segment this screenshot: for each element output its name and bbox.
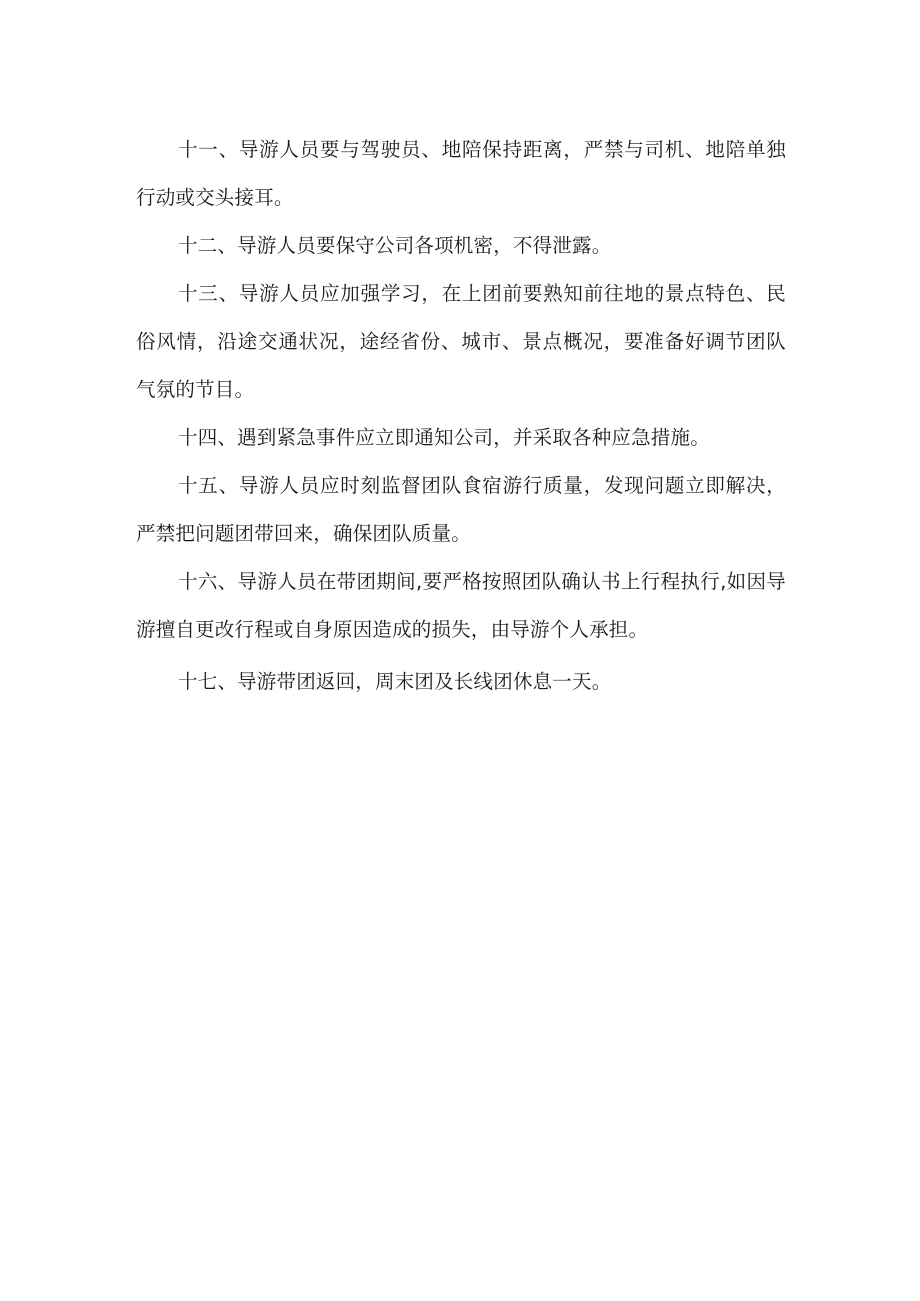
document-body bbox=[136, 126, 786, 706]
paragraph-rule-14: 十四、遇到紧急事件应立即通知公司，并采取各种应急措施。 bbox=[178, 426, 710, 449]
paragraph-rule-17: 十七、导游带团返回，周末团及长线团休息一天。 bbox=[178, 670, 612, 693]
paragraph-rule-13: 十三、导游人员应加强学习，在上团前要熟知前往地的景点特色、民俗风情，沿途交通状况，途经省份、城市、景点概况，要准备好调节团队气氛的节目。 bbox=[136, 282, 786, 401]
paragraph-rule-16: 十六、导游人员在带团期间,要严格按照团队确认书上行程执行,如因导游擅自更改行程或自身原因造成的损失，由导游个人承担。 bbox=[136, 570, 786, 641]
paragraph-rule-15: 十五、导游人员应时刻监督团队食宿游行质量，发现问题立即解决，严禁把问题团带回来，确保团队质量。 bbox=[136, 474, 786, 545]
paragraph-rule-11: 十一、导游人员要与驾驶员、地陪保持距离，严禁与司机、地陪单独行动或交头接耳。 bbox=[136, 138, 786, 209]
paragraph-rule-12: 十二、导游人员要保守公司各项机密，不得泄露。 bbox=[178, 234, 612, 257]
